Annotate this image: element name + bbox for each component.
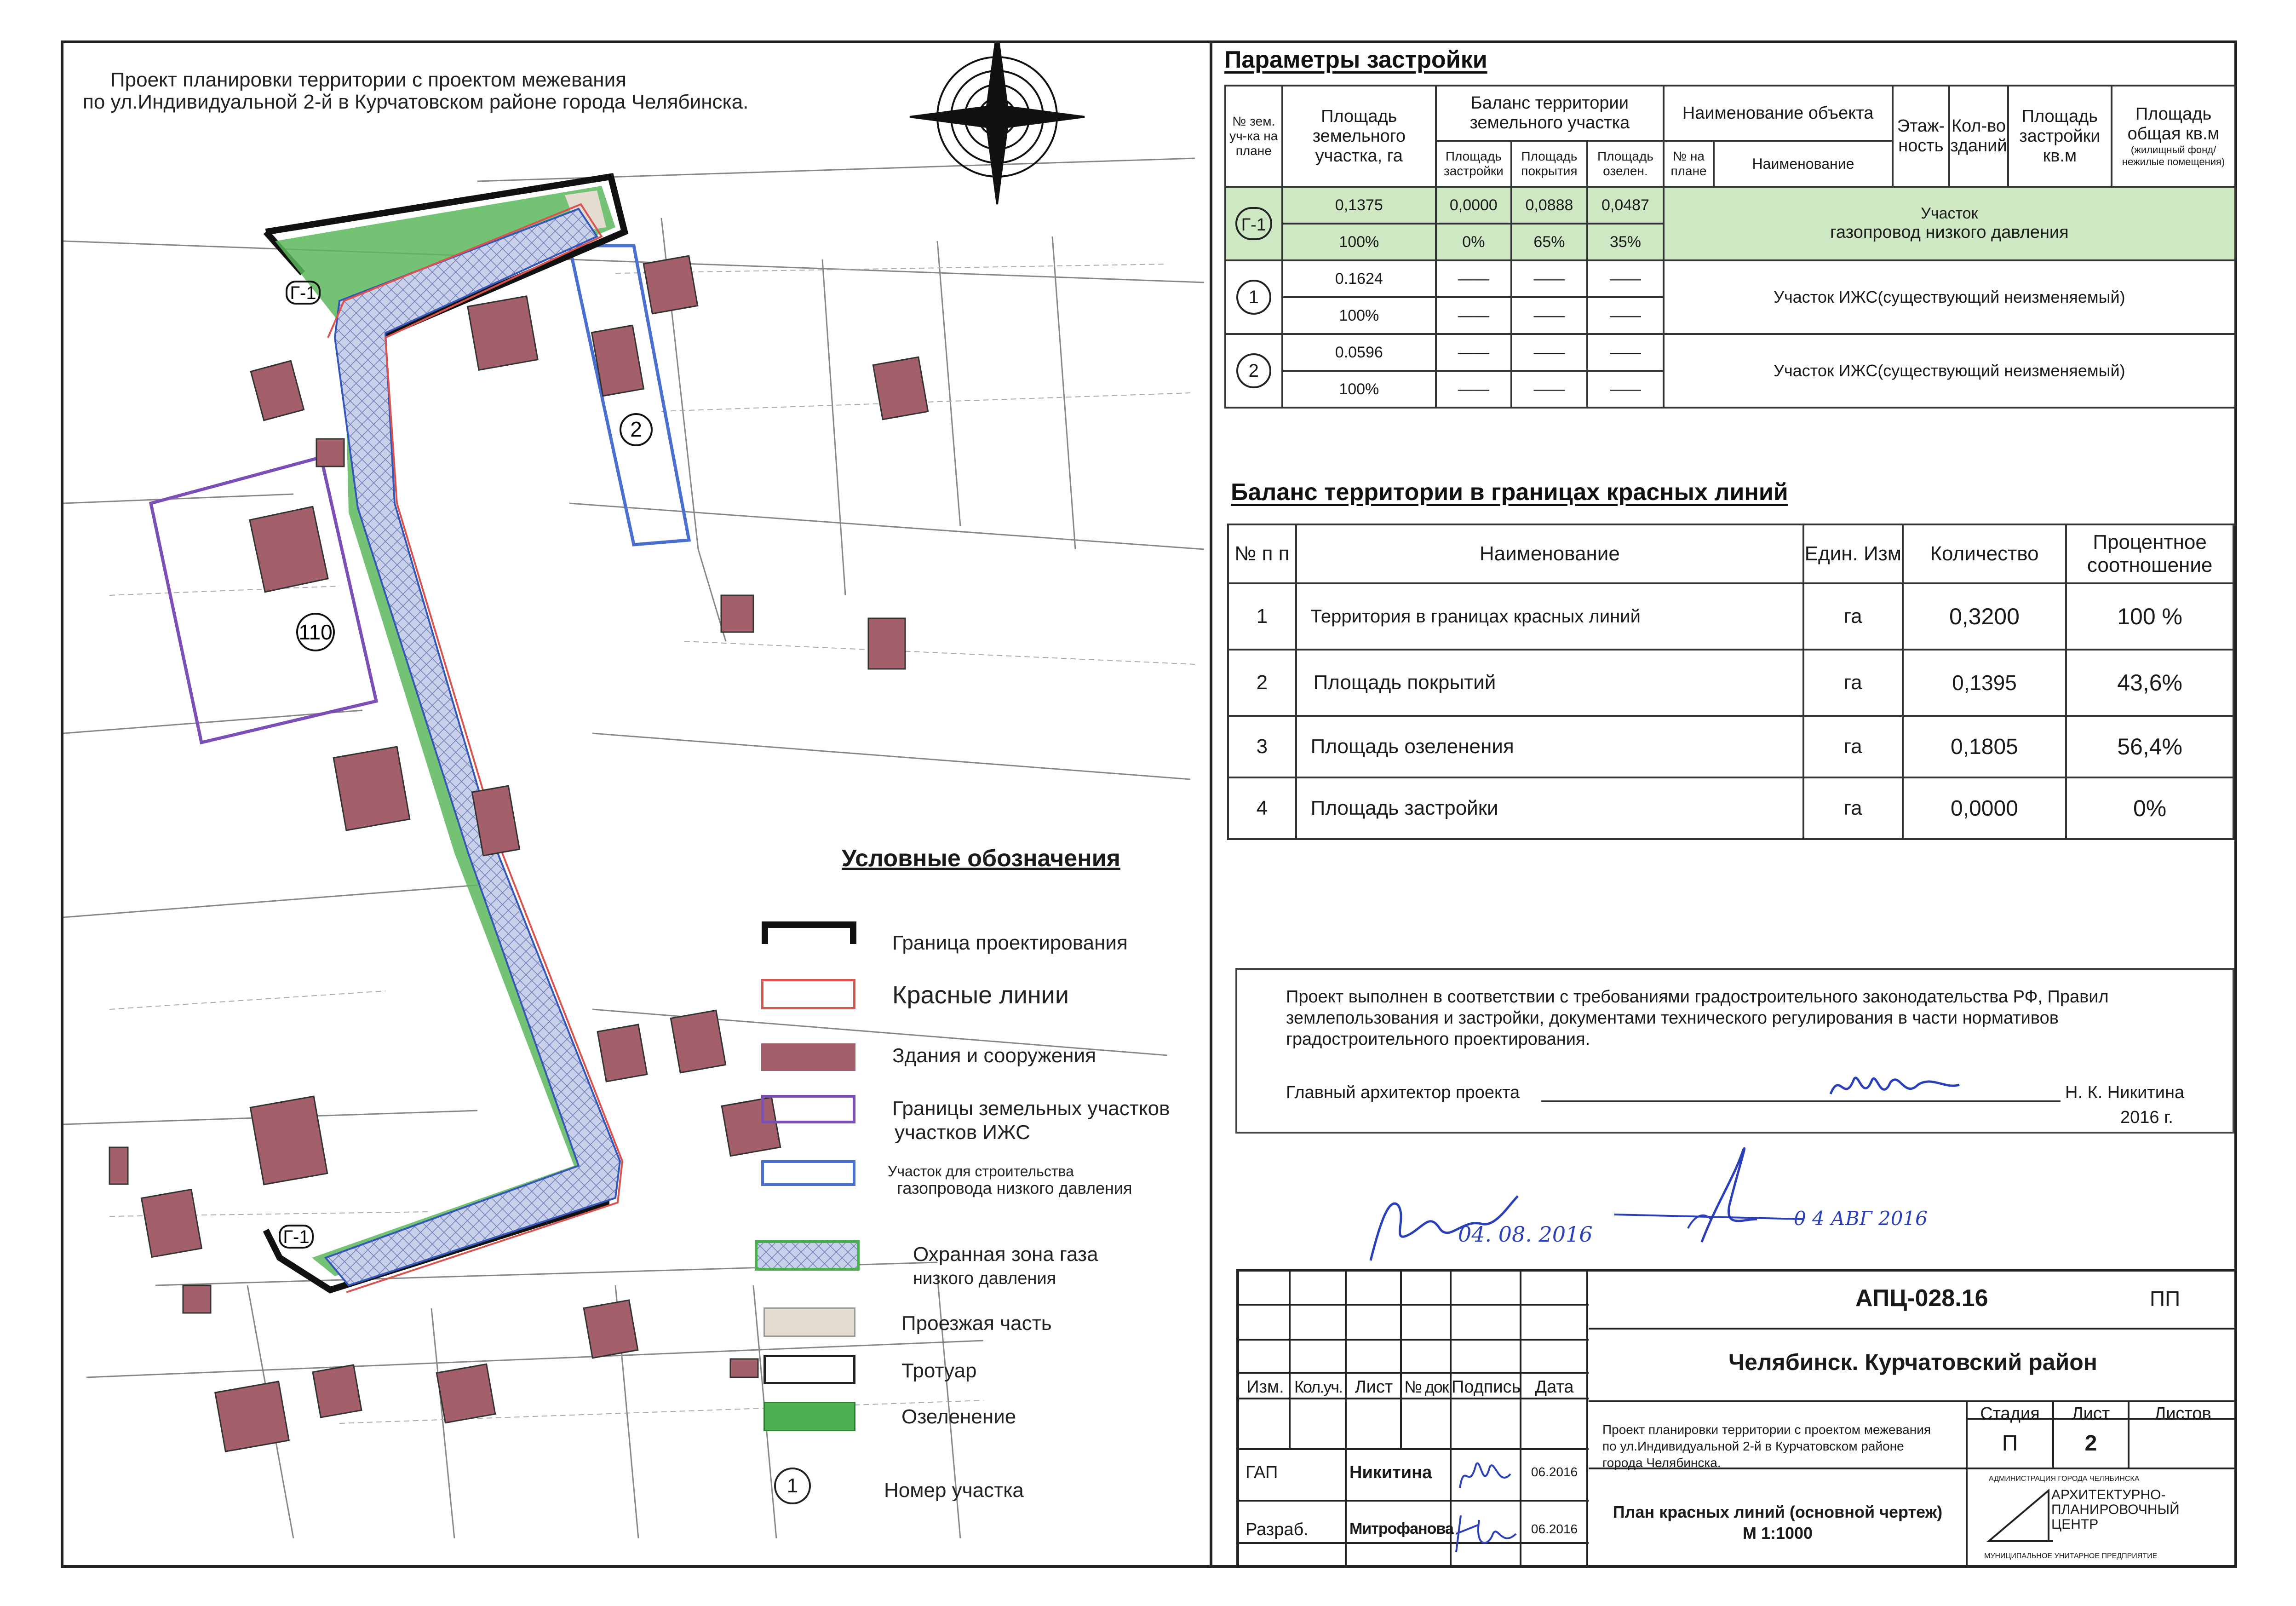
org-name bbox=[2051, 1488, 2180, 1532]
dev-signature bbox=[1452, 1506, 1521, 1557]
chief-signature bbox=[1826, 1066, 1964, 1108]
legend-swatch-greenery bbox=[763, 1402, 855, 1431]
params-num-badge: 1 bbox=[1236, 280, 1271, 315]
balance-cell-qty: 0,1805 bbox=[1903, 716, 2066, 777]
balance-header-num: № п п bbox=[1228, 524, 1296, 583]
params-cell-area: 0.0596 bbox=[1282, 334, 1436, 371]
params-header-object: Наименование объекта bbox=[1664, 86, 1893, 141]
params-row bbox=[1225, 260, 2235, 297]
signature-line bbox=[1541, 1100, 2061, 1102]
params-header-bal-green: Площадь озелен. bbox=[1587, 141, 1664, 187]
org-top: АДМИНИСТРАЦИЯ ГОРОДА ЧЕЛЯБИНСКА bbox=[1989, 1475, 2140, 1483]
title-block-main bbox=[1589, 1272, 2237, 1568]
plot-2-label: 2 bbox=[630, 417, 642, 441]
params-cell-area-pct: 100% bbox=[1282, 297, 1436, 334]
note-year: 2016 г. bbox=[2120, 1108, 2173, 1127]
revision-grid bbox=[1239, 1272, 1589, 1568]
sheet-divider bbox=[1210, 40, 1212, 1568]
sheet-value: 2 bbox=[2084, 1431, 2097, 1456]
project-type: ПП bbox=[2150, 1287, 2181, 1311]
project-description-line-2: по ул.Индивидуальной 2-й в Курчатовском районе bbox=[1602, 1439, 1904, 1453]
legend-label-gas-zone-2: низкого давления bbox=[913, 1269, 1056, 1288]
drawing-title-line-1: План красных линий (основной чертеж) bbox=[1613, 1502, 1943, 1521]
drawing-title-line-2: М 1:1000 bbox=[1742, 1524, 1813, 1543]
params-header-total-area bbox=[2112, 86, 2235, 187]
balance-title: Баланс территории в границах красных линий bbox=[1231, 479, 1788, 506]
compass-rose-icon bbox=[910, 43, 1085, 204]
map-title-line-2: по ул.Индивидуальной 2-й в Курчатовском районе города Челябинска. bbox=[83, 91, 749, 113]
project-description-line-1: Проект планировки территории с проектом межевания bbox=[1602, 1422, 1931, 1437]
g1-top-label: Г-1 bbox=[290, 283, 316, 303]
params-cell-b2: 0,0888 bbox=[1511, 187, 1588, 224]
balance-header-name: Наименование bbox=[1296, 524, 1803, 583]
params-header-bal-build: Площадь застройки bbox=[1436, 141, 1511, 187]
project-place: Челябинск. Курчатовский район bbox=[1728, 1349, 2097, 1375]
params-header-total-area-note: (жилищный фонд/ нежилые помещения) bbox=[2122, 144, 2225, 167]
legend-label-plot-number: Номер участка bbox=[884, 1479, 1024, 1502]
params-cell-b1p: 0% bbox=[1436, 224, 1511, 260]
dev-name: Митрофанова bbox=[1349, 1520, 1453, 1537]
sheet-label: Лист bbox=[2072, 1404, 2110, 1423]
params-row bbox=[1225, 334, 2235, 371]
balance-cell-unit: га bbox=[1803, 583, 1903, 650]
params-cell-area: 0.1624 bbox=[1282, 260, 1436, 297]
org-name-2: ПЛАНИРОВОЧНЫЙ bbox=[2051, 1502, 2180, 1517]
legend-swatch-gas-zone bbox=[754, 1240, 860, 1272]
params-cell-area-pct: 100% bbox=[1282, 224, 1436, 260]
compliance-note-line-2: землепользования и застройки, документами технического регулирования в части нормативов bbox=[1286, 1008, 2059, 1028]
balance-cell-unit: га bbox=[1803, 650, 1903, 716]
legend-label-design-boundary: Граница проектирования bbox=[892, 932, 1128, 954]
project-description-line-3: города Челябинска. bbox=[1602, 1456, 1721, 1470]
legend-swatch-sidewalk bbox=[763, 1355, 855, 1384]
compliance-note-box bbox=[1235, 968, 2234, 1134]
chief-architect-name: Н. К. Никитина bbox=[2065, 1083, 2185, 1102]
title-block bbox=[1236, 1269, 2237, 1568]
params-num-badge: 2 bbox=[1236, 353, 1271, 388]
compliance-note-text bbox=[1286, 986, 2109, 1050]
dev-date: 06.2016 bbox=[1531, 1522, 1578, 1536]
balance-header-qty: Количество bbox=[1903, 524, 2066, 583]
g1-bottom-label: Г-1 bbox=[283, 1227, 310, 1247]
params-cell-b3p: 35% bbox=[1587, 224, 1664, 260]
params-cell-b3: 0,0487 bbox=[1587, 187, 1664, 224]
legend-label-gas-plot-2: газопровода низкого давления bbox=[897, 1179, 1132, 1197]
balance-cell-qty: 0,1395 bbox=[1903, 650, 2066, 716]
plot-110-boundary bbox=[151, 457, 376, 743]
balance-cell-num: 3 bbox=[1228, 716, 1296, 777]
params-table bbox=[1224, 85, 2236, 409]
params-header-total-area-label: Площадь общая кв.м bbox=[2127, 104, 2220, 144]
gap-role: ГАП bbox=[1246, 1463, 1278, 1482]
balance-cell-num: 4 bbox=[1228, 777, 1296, 839]
params-cell-name: Участок ИЖС(существующий неизменяемый) bbox=[1664, 260, 2235, 334]
legend-swatch-ijs-plots bbox=[761, 1095, 855, 1123]
params-cell-b3: —— bbox=[1587, 334, 1664, 371]
org-logo-icon bbox=[1984, 1486, 2053, 1546]
compliance-note-line-1: Проект выполнен в соответствии с требованиями градостроительного законодательства РФ, Правил bbox=[1286, 987, 2109, 1007]
params-cell-b1: —— bbox=[1436, 334, 1511, 371]
chief-architect-label: Главный архитектор проекта bbox=[1286, 1083, 1520, 1102]
balance-cell-name: Площадь застройки bbox=[1296, 777, 1803, 839]
balance-row bbox=[1228, 650, 2233, 716]
params-header-bal-cover: Площадь покрытия bbox=[1511, 141, 1588, 187]
legend-label-road: Проезжая часть bbox=[901, 1312, 1052, 1335]
params-header-balance: Баланс территории земельного участка bbox=[1436, 86, 1664, 141]
legend-label-ijs-plots-1: Границы земельных участков bbox=[892, 1097, 1170, 1120]
balance-row bbox=[1228, 583, 2233, 650]
params-cell-b3p: —— bbox=[1587, 371, 1664, 408]
params-row bbox=[1225, 187, 2235, 224]
rev-col-change: Изм. bbox=[1246, 1377, 1284, 1397]
drawing-title bbox=[1589, 1502, 1967, 1544]
org-name-1: АРХИТЕКТУРНО- bbox=[2051, 1487, 2166, 1502]
balance-table bbox=[1227, 524, 2234, 840]
legend-label-greenery: Озеленение bbox=[901, 1405, 1016, 1428]
gap-signature bbox=[1455, 1456, 1515, 1497]
rev-col-signature: Подпись bbox=[1452, 1377, 1521, 1397]
org-bottom: МУНИЦИПАЛЬНОЕ УНИТАРНОЕ ПРЕДПРИЯТИЕ bbox=[1984, 1552, 2158, 1560]
site-plan-map bbox=[63, 43, 1210, 1565]
project-description bbox=[1602, 1422, 1931, 1471]
compliance-note-line-3: градостроительного проектирования. bbox=[1286, 1030, 1590, 1049]
balance-cell-qty: 0,0000 bbox=[1903, 777, 2066, 839]
stage-value: П bbox=[2002, 1431, 2018, 1456]
params-header-num: № зем. уч-ка на плане bbox=[1225, 86, 1282, 187]
buildings bbox=[109, 256, 928, 1451]
legend-label-buildings: Здания и сооружения bbox=[892, 1044, 1096, 1067]
balance-cell-num: 2 bbox=[1228, 650, 1296, 716]
balance-cell-unit: га bbox=[1803, 777, 1903, 839]
gap-date: 06.2016 bbox=[1531, 1465, 1578, 1479]
params-cell-b3: —— bbox=[1587, 260, 1664, 297]
balance-cell-pct: 56,4% bbox=[2066, 716, 2233, 777]
balance-cell-name: Территория в границах красных линий bbox=[1296, 583, 1803, 650]
map-title-line-1: Проект планировки территории с проектом межевания bbox=[110, 69, 626, 91]
params-cell-b1p: —— bbox=[1436, 371, 1511, 408]
approval-date-1: 04. 08. 2016 bbox=[1458, 1222, 1593, 1247]
balance-header-unit: Един. Изм bbox=[1803, 524, 1903, 583]
params-cell-b1: —— bbox=[1436, 260, 1511, 297]
gas-protection-zone bbox=[326, 209, 620, 1285]
rev-col-date: Дата bbox=[1535, 1377, 1574, 1397]
balance-cell-name: Площадь озеленения bbox=[1296, 716, 1803, 777]
legend-title: Условные обозначения bbox=[842, 845, 1120, 872]
balance-cell-pct: 0% bbox=[2066, 777, 2233, 839]
params-cell-b3p: —— bbox=[1587, 297, 1664, 334]
params-cell-name: Участок ИЖС(существующий неизменяемый) bbox=[1664, 334, 2235, 408]
legend-swatch-plot-number: 1 bbox=[774, 1468, 811, 1504]
balance-cell-pct: 43,6% bbox=[2066, 650, 2233, 716]
balance-row bbox=[1228, 716, 2233, 777]
params-header-obj-name: Наименование bbox=[1714, 141, 1892, 187]
params-cell-b2p: —— bbox=[1511, 371, 1588, 408]
legend-label-ijs-plots-2: участков ИЖС bbox=[895, 1121, 1030, 1144]
params-cell-b2p: 65% bbox=[1511, 224, 1588, 260]
legend-label-red-lines: Красные линии bbox=[892, 981, 1069, 1009]
rev-col-sheet: Лист bbox=[1355, 1377, 1393, 1397]
params-header-floors: Этаж-ность bbox=[1893, 86, 1950, 187]
balance-cell-unit: га bbox=[1803, 716, 1903, 777]
balance-cell-num: 1 bbox=[1228, 583, 1296, 650]
legend-swatch-road bbox=[763, 1307, 855, 1337]
params-header-obj-num: № на плане bbox=[1664, 141, 1714, 187]
project-code: АПЦ-028.16 bbox=[1855, 1285, 1988, 1312]
params-cell-b1p: —— bbox=[1436, 297, 1511, 334]
params-cell-b2: —— bbox=[1511, 334, 1588, 371]
balance-cell-name: Площадь покрытий bbox=[1296, 650, 1803, 716]
balance-row bbox=[1228, 777, 2233, 839]
params-cell-b1: 0,0000 bbox=[1436, 187, 1511, 224]
params-cell-name bbox=[1664, 187, 2235, 260]
organization-logo bbox=[1975, 1474, 2233, 1566]
legend-label-sidewalk: Тротуар bbox=[901, 1359, 977, 1382]
plot-110-label: 110 bbox=[298, 620, 333, 644]
approval-date-2: 0 4 АВГ 2016 bbox=[1794, 1207, 1928, 1230]
params-name-line-1: Участок bbox=[1921, 205, 1978, 222]
legend-swatch-design-boundary bbox=[761, 920, 858, 948]
params-cell-num bbox=[1225, 334, 1282, 408]
gap-name: Никитина bbox=[1349, 1463, 1432, 1482]
legend-label-gas-zone-1: Охранная зона газа bbox=[913, 1243, 1098, 1266]
params-header-bldg-count: Кол-во зданий bbox=[1949, 86, 2008, 187]
params-name-line-2: газопровод низкого давления bbox=[1830, 223, 2069, 242]
params-cell-num bbox=[1225, 187, 1282, 260]
rev-col-qty: Кол.уч. bbox=[1294, 1377, 1342, 1396]
params-cell-num bbox=[1225, 260, 1282, 334]
params-cell-area-pct: 100% bbox=[1282, 371, 1436, 408]
legend-label-gas-plot-1: Участок для строительства bbox=[888, 1163, 1074, 1180]
legend-swatch-gas-plot bbox=[761, 1160, 855, 1186]
balance-header-pct: Процентное соотношение bbox=[2066, 524, 2233, 583]
params-cell-b2p: —— bbox=[1511, 297, 1588, 334]
stage-label: Стадия bbox=[1980, 1404, 2040, 1423]
org-name-3: ЦЕНТР bbox=[2051, 1517, 2099, 1532]
approval-signature-2 bbox=[1610, 1141, 1812, 1251]
dev-role: Разраб. bbox=[1246, 1520, 1309, 1539]
legend-swatch-buildings bbox=[761, 1043, 855, 1071]
params-title: Параметры застройки bbox=[1224, 46, 1487, 73]
params-cell-area: 0,1375 bbox=[1282, 187, 1436, 224]
balance-cell-pct: 100 % bbox=[2066, 583, 2233, 650]
rev-col-doc: № док bbox=[1404, 1377, 1448, 1396]
params-cell-b2: —— bbox=[1511, 260, 1588, 297]
params-header-build-area: Площадь застройки кв.м bbox=[2008, 86, 2112, 187]
balance-cell-qty: 0,3200 bbox=[1903, 583, 2066, 650]
params-num-badge: Г-1 bbox=[1235, 207, 1272, 240]
params-header-area: Площадь земельного участка, га bbox=[1282, 86, 1436, 187]
sheets-label: Листов bbox=[2154, 1404, 2211, 1423]
legend-swatch-red-lines bbox=[761, 979, 855, 1009]
